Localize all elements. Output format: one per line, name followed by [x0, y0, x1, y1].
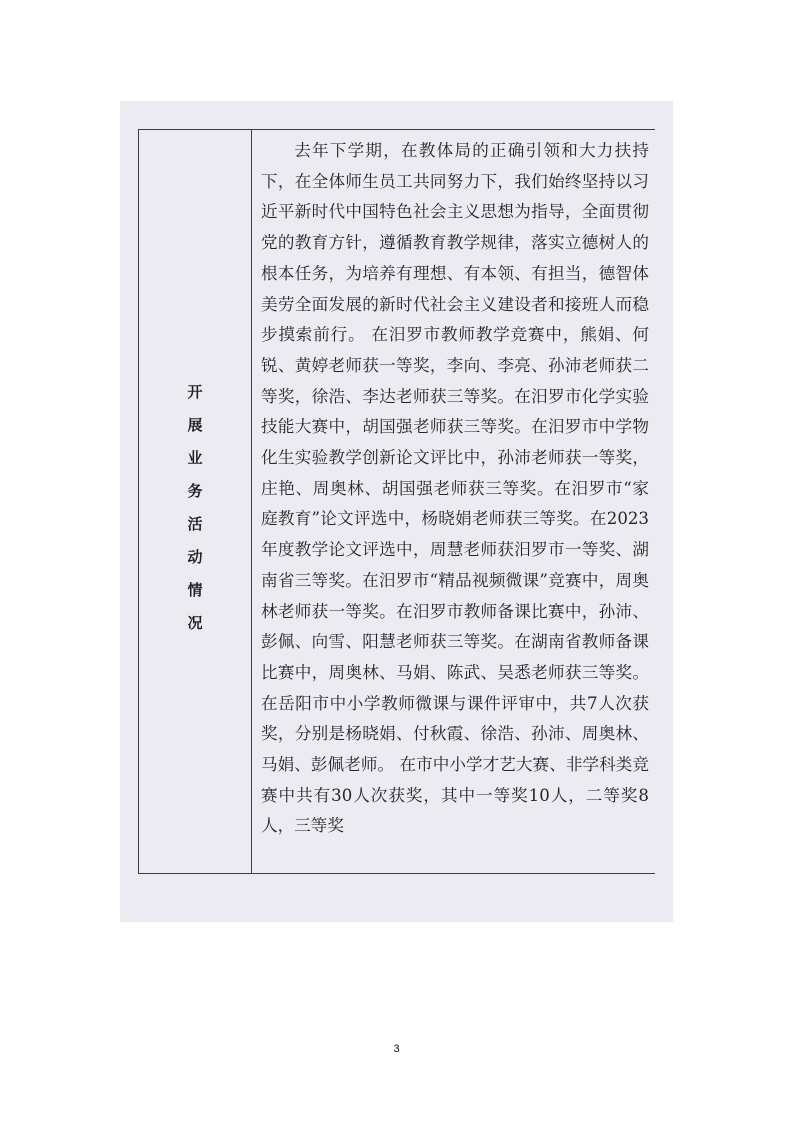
- row-heading-char: 动: [187, 548, 203, 566]
- row-heading-char: 展: [187, 416, 203, 434]
- row-heading: [139, 376, 251, 640]
- row-heading-char: 业: [187, 449, 203, 467]
- table-frame: [138, 129, 655, 874]
- row-heading-char: 活: [187, 515, 203, 533]
- row-heading-char: 情: [187, 581, 203, 599]
- row-heading-char: 况: [187, 614, 203, 632]
- column-divider: [251, 130, 252, 873]
- page-number: 3: [393, 1043, 400, 1055]
- row-heading-char: 开: [187, 383, 203, 401]
- activity-description: 去年下学期，在教体局的正确引领和大力扶持下，在全体师生员工共同努力下，我们始终坚持以习近平新时代中国特色社会主义思想为指导，全面贯彻党的教育方针，遵循教育教学规律，落实立德树人的根本任务，为培养有理想、有本领、有担当，德智体美劳全面发展的新时代社会主义建设者和接班人而稳步摸索前行。 在汨罗市教师教学竞赛中，熊娟、何锐、黄婷老师获一等奖，李向、李亮、孙沛老师获二等奖，徐浩、李达老师获三等奖。在汨罗市化学实验技能大赛中，胡国强老师获三等奖。在汨罗市中学物化生实验教学创新论文评比中，孙沛老师获一等奖，庄艳、周奥林、胡国强老师获三等奖。在汨罗市“家庭教育”论文评选中，杨晓娟老师获三等奖。在2023年度教学论文评选中，周慧老师获汨罗市一等奖、湖南省三等奖。在汨罗市“精品视频微课”竞赛中，周奥林老师获一等奖。在汨罗市教师备课比赛中，孙沛、彭佩、向雪、阳慧老师获三等奖。在湖南省教师备课比赛中，周奥林、马娟、陈武、吴悉老师获三等奖。在岳阳市中小学教师微课与课件评审中，共7人次获奖，分别是杨晓娟、付秋霞、徐浩、孙沛、周奥林、马娟、彭佩老师。 在市中小学才艺大赛、非学科类竞赛中共有30人次获奖，其中一等奖10人，二等奖8人，三等奖: [261, 141, 649, 836]
- row-heading-char: 务: [187, 482, 203, 500]
- scanned-page-photo: [120, 101, 673, 922]
